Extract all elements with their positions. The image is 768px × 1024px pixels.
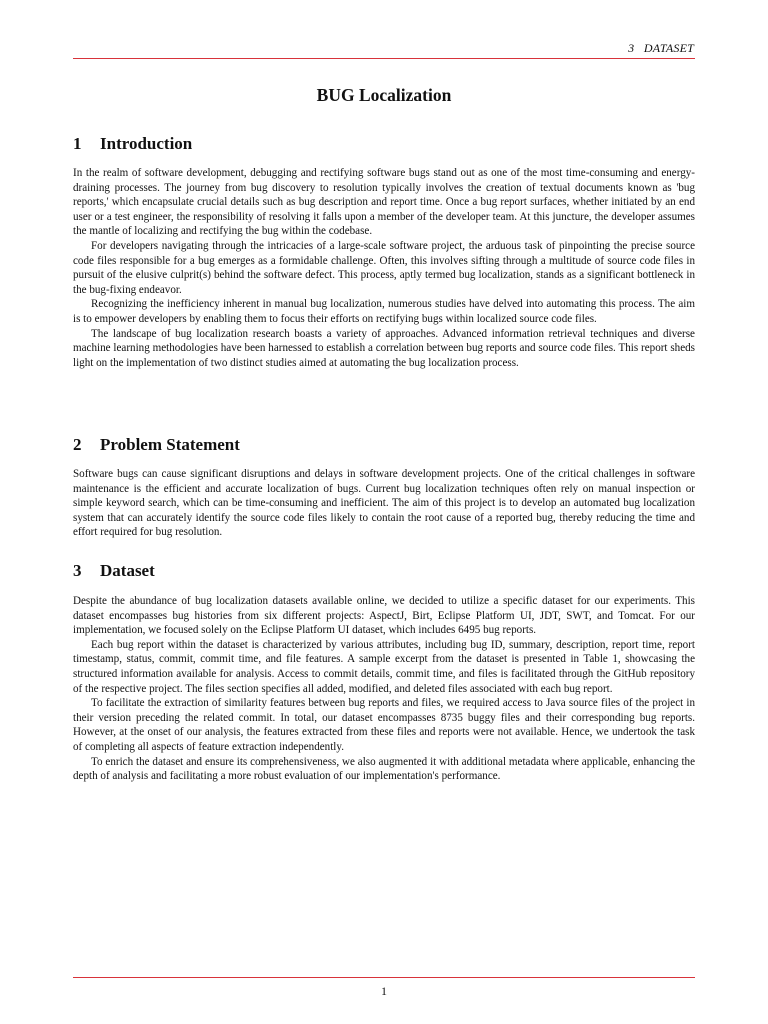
page-number: 1 — [381, 984, 387, 998]
document-title: BUG Localization — [316, 85, 452, 105]
section-heading-problem-statement — [73, 435, 240, 455]
section-number: 3 — [73, 561, 82, 580]
section-title: Introduction — [100, 134, 193, 153]
paragraph: To enrich the dataset and ensure its comprehensiveness, we also augmented it with additional metadata where applicable, enhancing the depth of analysis and facilitating a more robust evaluation of our implementation's performance. — [73, 755, 695, 783]
paragraph: Software bugs can cause significant disruptions and delays in software development projects. One of the critical challenges in software maintenance is the efficient and accurate localization of bugs. Current bug localization techniques often rely on manual inspection or simple keyword search, which can be time-consuming and inefficient. The aim of this project is to develop an automated bug localization system that can accurately identify the source code files likely to contain the root cause of a reported bug, thereby reducing the time and effort required for bug resolution. — [73, 468, 695, 539]
paragraph: For developers navigating through the intricacies of a large-scale software project, the arduous task of pinpointing the precise source code files responsible for a bug emerges as a formidable challenge. Often, this involves sifting through a multitude of source code files in pursuit of the elusive culprit(s) behind the software defect. This process, aptly termed bug localization, stands as a significant bottleneck in the bug-fixing endeavor. — [73, 239, 695, 296]
paragraph: In the realm of software development, debugging and rectifying software bugs stand out as one of the most time-consuming and energy-draining processes. The journey from bug discovery to resolution typically involves the creation of textual documents known as 'bug reports,' which encapsulate crucial details such as bug description and report time. Once a bug report surfaces, whether initiated by an end user or a test engineer, the responsibility of resolving it falls upon a member of the developer team. At this juncture, the developer assumes the mantle of localizing and rectifying the bug within the codebase. — [73, 167, 695, 238]
section-title: Problem Statement — [100, 435, 240, 454]
section-heading-introduction — [73, 134, 192, 154]
running-header-section-number: 3 — [628, 41, 635, 55]
section-title: Dataset — [100, 561, 155, 580]
section-number: 1 — [73, 134, 82, 153]
section-heading-dataset — [73, 561, 155, 581]
paragraph: Recognizing the inefficiency inherent in manual bug localization, numerous studies have delved into automating this process. The aim is to empower developers by enabling them to focus their efforts on rectifying bugs within localized source code files. — [73, 298, 695, 325]
footer-rule — [73, 977, 695, 978]
running-header-section-title: DATASET — [643, 41, 694, 55]
paragraph: Each bug report within the dataset is characterized by various attributes, including bug ID, summary, description, report time, report timestamp, status, commit, commit time, and file features. A sample excerpt from the dataset is presented in Table 1, showcasing the structured information available for analysis. Access to commit details, commit time, and files is facilitated through the GitHub repository of the respective project. The files section specifies all added, modified, and deleted files associated with each bug report. — [73, 638, 695, 695]
paragraph: To facilitate the extraction of similarity features between bug reports and files, we required access to Java source files of the project in their version preceding the related commit. In total, our dataset encompasses 8735 buggy files and their corresponding bug reports. However, at the onset of our analysis, the features extracted from these files and reports were not available. Hence, we undertook the task of completing all aspects of feature extraction independently. — [73, 697, 695, 753]
header-rule — [73, 58, 695, 59]
section-body-dataset — [73, 594, 695, 784]
section-body-introduction — [73, 166, 695, 370]
section-number: 2 — [73, 435, 82, 454]
section-body-problem-statement — [73, 467, 695, 540]
paragraph: Despite the abundance of bug localization datasets available online, we decided to utilize a specific dataset for our experiments. This dataset encompasses bug histories from six different projects: AspectJ, Birt, Eclipse Platform UI, JDT, SWT, and Tomcat. For our implementation, we focused solely on the Eclipse Platform UI dataset, which includes 6495 bug reports. — [73, 595, 695, 637]
paragraph: The landscape of bug localization research boasts a variety of approaches. Advanced information retrieval techniques and diverse machine learning methodologies have been harnessed to establish a correlation between bug reports and source code files. This report sheds light on the implementation of two distinct studies aimed at automating the bug localization process. — [73, 327, 695, 369]
running-header — [628, 41, 694, 56]
